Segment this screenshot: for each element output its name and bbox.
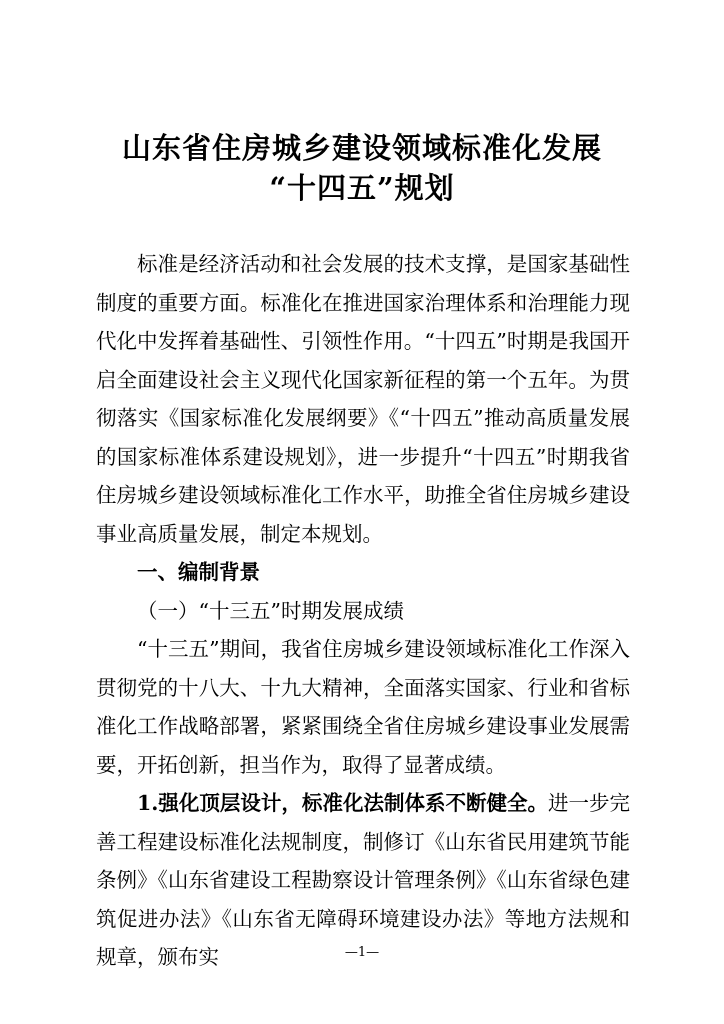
document-title-line-2: “十四五”规划 (269, 171, 455, 205)
item-lead: 1.强化顶层设计，标准化法制体系不断健全。 (137, 791, 548, 815)
background-paragraph: “十三五”期间，我省住房城乡建设领域标准化工作深入贯彻党的十八大、十九大精神，全面落实国家、行业和省标准化工作战略部署，紧紧围绕全省住房城乡建设事业发展需要，开拓创新，担当作为，取得了显著成绩。 (96, 637, 630, 777)
section-heading: 一、编制背景 (137, 560, 260, 584)
intro-paragraph: 标准是经济活动和社会发展的技术支撑，是国家基础性制度的重要方面。标准化在推进国家治理体系和治理能力现代化中发挥着基础性、引领性作用。“十四五”时期是我国开启全面建设社会主义现代化国家新征程的第一个五年。为贯彻落实《国家标准化发展纲要》《“十四五”推动高质量发展的国家标准体系建设规划》，进一步提升“十四五”时期我省住房城乡建设领域标准化工作水平，助推全省住房城乡建设事业高质量发展，制定本规划。 (96, 252, 630, 546)
document-body (96, 245, 630, 977)
document-title-line-1: 山东省住房城乡建设领域标准化发展 (121, 131, 602, 165)
item-text: 进一步完善工程建设标准化法规制度，制修订《山东省民用建筑节能条例》《山东省建设工程勘察设计管理条例》《山东省绿色建筑促进办法》《山东省无障碍环境建设办法》等地方法规和规章，颁布实 (96, 791, 630, 969)
section-subheading: （一）“十三五”时期发展成绩 (137, 598, 404, 623)
page-number: —1— (344, 945, 380, 960)
